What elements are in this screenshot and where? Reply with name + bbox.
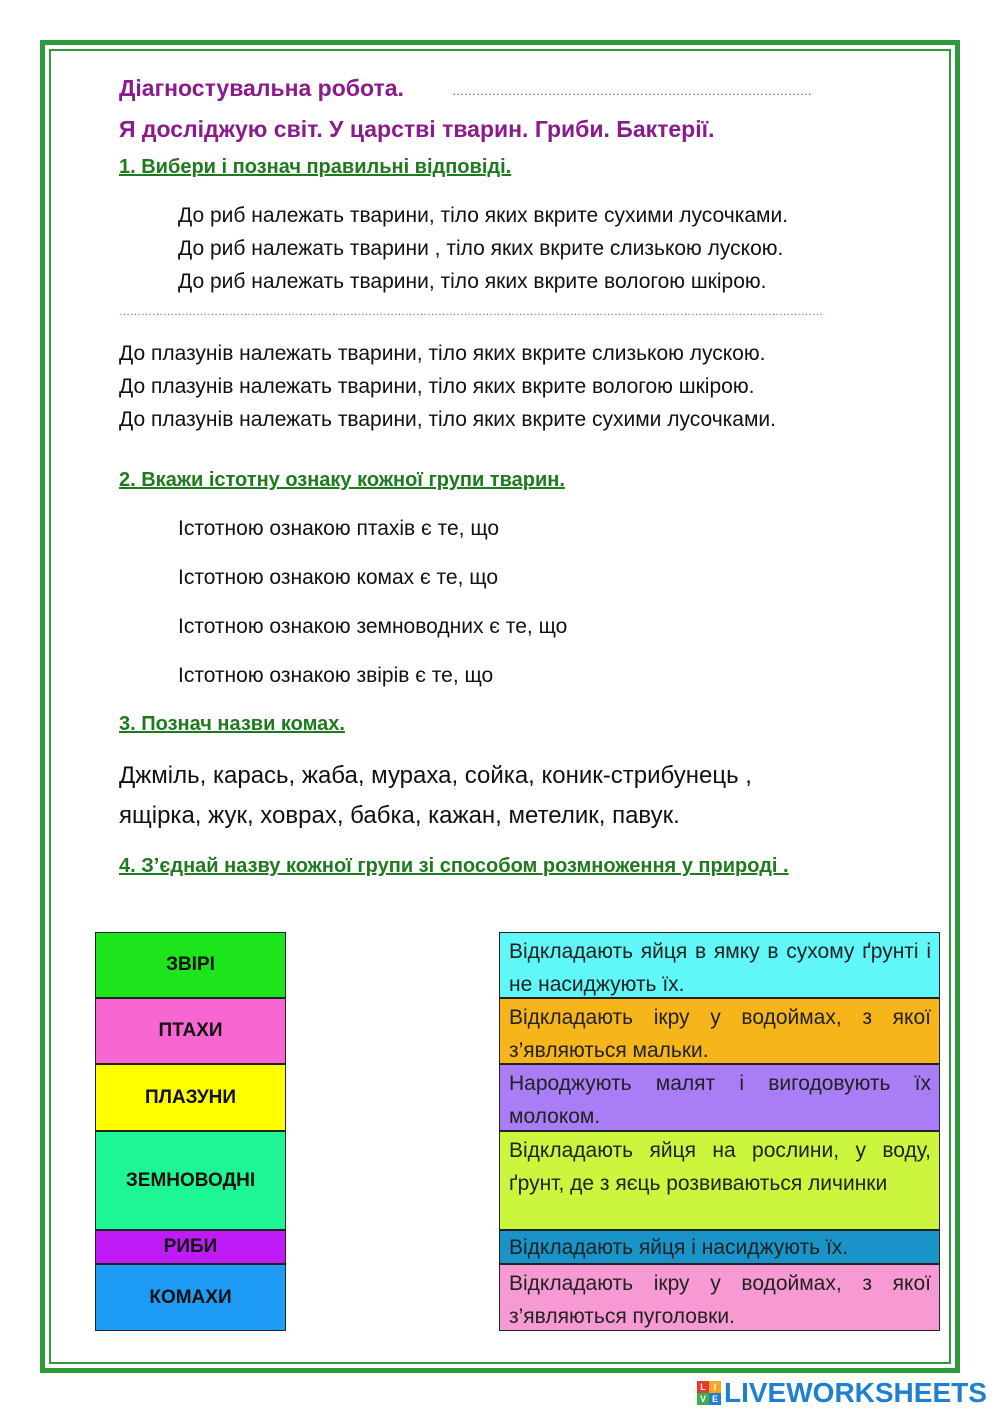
name-blank-dots[interactable]: ………………………………………………………………………………: [452, 84, 812, 98]
fish-option-1[interactable]: До риб належать тварини, тіло яких вкрите сухими лусочками.: [178, 204, 789, 227]
reptile-option-1[interactable]: До плазунів належать тварини, тіло яких вкрите слизькою лускою.: [119, 342, 766, 365]
method-roe-fry[interactable]: Відкладають ікру у водоймах, з якої з’являються мальки.: [499, 998, 940, 1064]
group-reptiles[interactable]: [95, 1064, 286, 1131]
logo-letter: L: [697, 1381, 709, 1393]
feature-insects-line: Істотною ознакою комах є те, що: [178, 566, 499, 589]
task1-heading: 1. Вибери і познач правильні відповіді.: [119, 156, 512, 178]
brand-name: LIVEWORKSHEETS: [724, 1377, 987, 1408]
logo-letter: E: [709, 1393, 721, 1405]
method-roe-tadpoles[interactable]: Відкладають ікру у водоймах, з якої з’являються пуголовки.: [499, 1264, 940, 1331]
task4-heading: 4. З’єднай назву кожної групи зі способом розмноження у природі .: [119, 855, 789, 877]
reptile-option-2[interactable]: До плазунів належать тварини, тіло яких вкрите вологою шкірою.: [119, 375, 755, 398]
reptile-option-3[interactable]: До плазунів належать тварини, тіло яких вкрите сухими лусочками.: [119, 408, 776, 431]
group-birds[interactable]: [95, 998, 286, 1064]
dotted-separator: …………………………………………………………………………………………………………………………………………………………………………: [119, 306, 823, 318]
method-dry-soil-eggs[interactable]: Відкладають яйця в ямку в сухому ґрунті і не насиджують їх.: [499, 932, 940, 998]
method-milk[interactable]: Народжують малят і вигодовують їх молоком.: [499, 1064, 940, 1131]
animal-words-line-2[interactable]: ящірка, жук, ховрах, бабка, кажан, метелик, павук.: [119, 802, 680, 829]
group-label: КОМАХИ: [149, 1286, 232, 1308]
logo-letter: V: [697, 1393, 709, 1405]
animal-words-line-1[interactable]: Джміль, карась, жаба, мураха, сойка, коник-стрибунець ,: [119, 762, 752, 789]
group-fish[interactable]: [95, 1230, 286, 1264]
liveworksheets-logo[interactable]: [697, 1378, 987, 1408]
method-incubate[interactable]: Відкладають яйця і насиджують їх.: [499, 1230, 940, 1264]
group-mammals[interactable]: [95, 932, 286, 998]
feature-mammals-line: Істотною ознакою звірів є те, що: [178, 664, 494, 687]
feature-birds-line: Істотною ознакою птахів є те, що: [178, 517, 500, 540]
group-label: ЗВІРІ: [166, 954, 215, 975]
worksheet-subtitle: Я досліджую світ. У царстві тварин. Гриби. Бактерії.: [119, 116, 715, 142]
method-larvae[interactable]: Відкладають яйця на рослини, у воду, ґрунт, де з яєць розвиваються личинки: [499, 1131, 940, 1230]
worksheet-title: Діагностувальна робота.: [119, 75, 404, 101]
task3-heading: 3. Познач назви комах.: [119, 713, 345, 735]
group-label: ПЛАЗУНИ: [144, 1086, 237, 1108]
feature-amphibians-line: Істотною ознакою земноводних є те, що: [178, 615, 568, 638]
group-label: ЗЕМНОВОДНІ: [125, 1169, 256, 1191]
liveworksheets-logo-icon: [697, 1381, 721, 1405]
group-label: ПТАХИ: [158, 1020, 223, 1041]
fish-option-2[interactable]: До риб належать тварини , тіло яких вкрите слизькою лускою.: [178, 237, 784, 260]
group-label: РИБИ: [163, 1236, 218, 1257]
fish-option-3[interactable]: До риб належать тварини, тіло яких вкрите вологою шкірою.: [178, 270, 767, 293]
logo-letter: I: [709, 1381, 721, 1393]
group-insects[interactable]: [95, 1264, 286, 1331]
group-amphibians[interactable]: [95, 1131, 286, 1230]
task2-heading: 2. Вкажи істотну ознаку кожної групи тварин.: [119, 469, 565, 491]
